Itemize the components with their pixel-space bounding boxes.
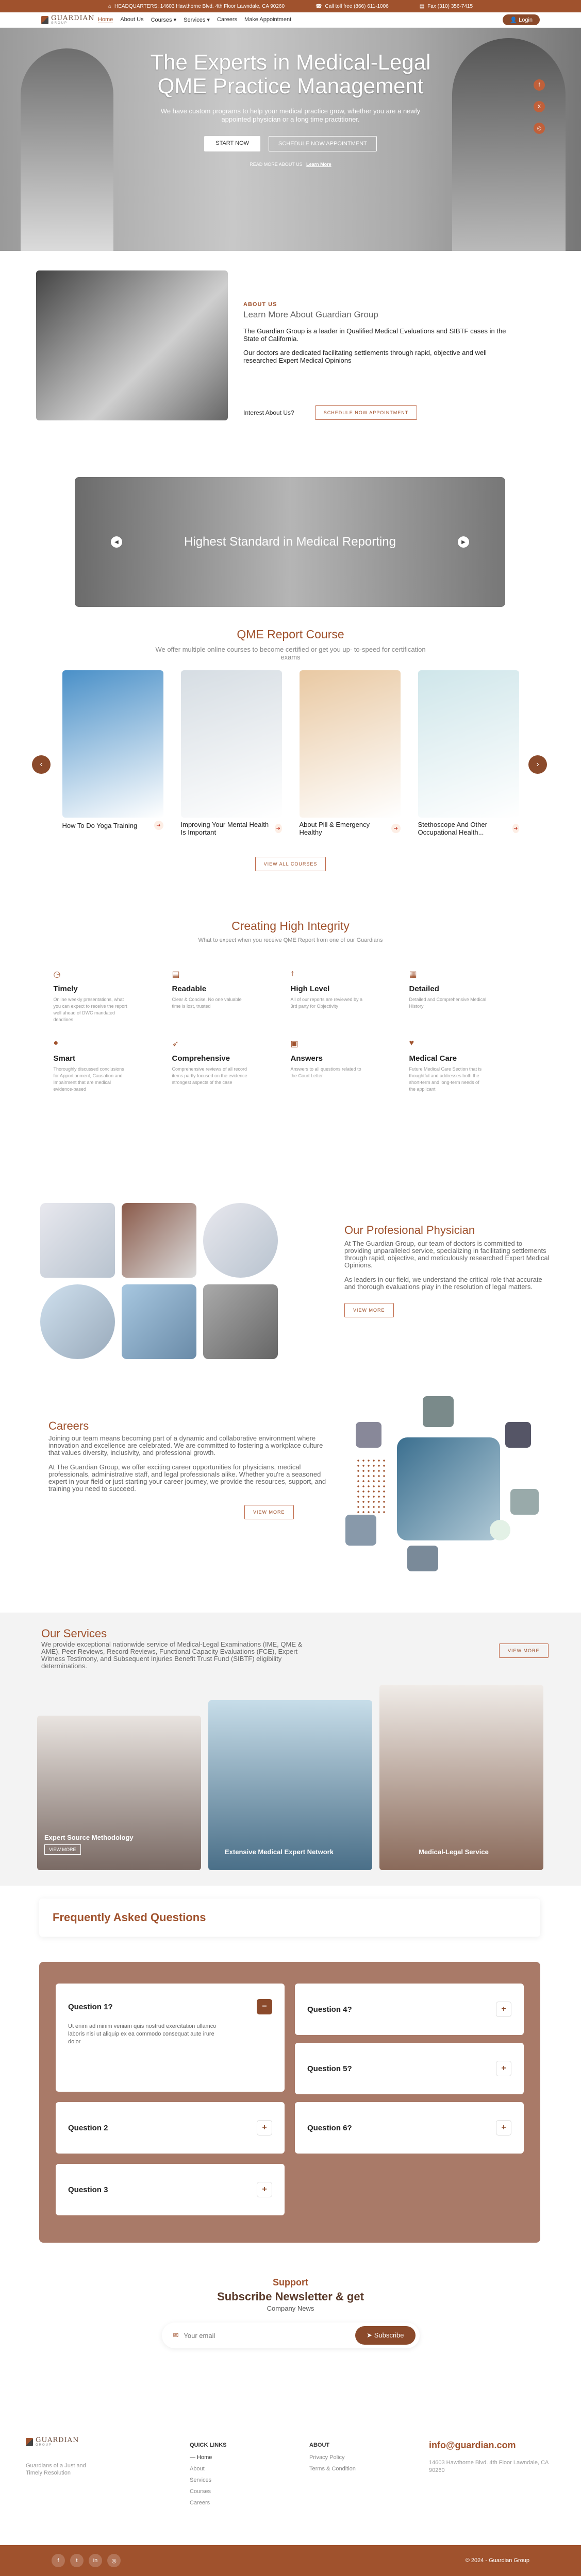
- service-card-network[interactable]: [208, 1700, 372, 1870]
- instagram-icon[interactable]: ◎: [107, 2554, 121, 2567]
- courses-next-icon[interactable]: ›: [528, 755, 547, 774]
- feature-description: Answers to all questions related to the Court Letter: [290, 1066, 361, 1078]
- nav-item-services[interactable]: Services ▾: [184, 17, 210, 23]
- service-label: Medical-Legal Service: [419, 1848, 489, 1856]
- faq-item-5[interactable]: Question 5? +: [295, 2043, 524, 2094]
- careers-thumb-6: [407, 1546, 438, 1571]
- feature-description: Online weekly presentations, what you can expect to receive the report well ahead of DWC mandated deadlines: [53, 997, 127, 1022]
- newsletter-subtitle: Company News: [267, 2304, 314, 2312]
- arrow-right-icon[interactable]: ➜: [275, 824, 282, 833]
- arrow-right-icon[interactable]: ➜: [391, 824, 400, 833]
- service-label: Expert Source Methodology: [44, 1834, 134, 1841]
- physician-paragraph-2: As leaders in our field, we understand the critical role that accurate and thorough evaluations play in the resolution of legal matters.: [344, 1276, 542, 1291]
- subscribe-button[interactable]: ➤ Subscribe: [355, 2326, 415, 2345]
- feature-title: High Level: [290, 985, 330, 993]
- newsletter-section: [0, 2277, 581, 2348]
- slider-title: Highest Standard in Medical Reporting: [184, 535, 396, 549]
- service-label: Extensive Medical Expert Network: [225, 1848, 334, 1856]
- courses-prev-icon[interactable]: ‹: [32, 755, 51, 774]
- footer-link[interactable]: Courses: [190, 2488, 211, 2495]
- feature-description: All of our reports are reviewed by a 3rd party for Objectivity: [290, 997, 363, 1009]
- newsletter-title: Subscribe Newsletter & get: [217, 2290, 364, 2303]
- footer-about-links: ABOUT Privacy Policy Terms & Condition: [309, 2442, 356, 2472]
- instagram-icon[interactable]: ◎: [534, 123, 545, 134]
- facebook-icon[interactable]: f: [534, 79, 545, 91]
- logo-text: GUARDIAN: [51, 14, 95, 22]
- feature-title: Detailed: [409, 985, 439, 993]
- start-now-button[interactable]: START NOW: [204, 136, 260, 151]
- careers-paragraph-2: At The Guardian Group, we offer exciting career opportunities for physicians, medical professionals, administrative staff, and legal professionals alike. Whether you're a seasoned expert in your field or just starting your career journey, we provide the resources, support, and training you need to succeed.: [48, 1463, 326, 1493]
- course-card[interactable]: [62, 670, 163, 836]
- feature-description: Future Medical Care Section that is thoughtful and addresses both the short-term and long-term needs of the applicant: [409, 1066, 482, 1092]
- feature-title: Smart: [53, 1054, 76, 1063]
- feature-description: Thoroughly discussed conclusions for Apportionment, Causation and Impairment that are medical evidence-based: [53, 1066, 124, 1092]
- schedule-appointment-button[interactable]: SCHEDULE NOW APPOINTMENT: [269, 136, 377, 151]
- course-card[interactable]: [418, 670, 519, 836]
- physician-image-1: [40, 1203, 115, 1278]
- feature-item: [291, 969, 409, 1023]
- services-description: We provide exceptional nationwide service of Medical-Legal Examinations (IME, QME & AME), Peer Reviews, Record Reviews, Functional Capacity Evaluations (FCE), Expert Witness Testimony, and Subsequent Injuries Benefit Trust Fund (SIBTF) eligibility determinations.: [41, 1640, 303, 1670]
- careers-title: Careers: [48, 1419, 89, 1432]
- course-title: About Pill & Emergency Healthy: [299, 821, 370, 836]
- rocket-icon: ➶: [172, 1040, 179, 1048]
- feature-title: Comprehensive: [172, 1054, 230, 1063]
- careers-section: [48, 1419, 327, 1519]
- physician-image-6: [203, 1284, 278, 1359]
- footer-tagline: Guardians of a Just and Timely Resolution: [26, 2463, 86, 2476]
- hero-title: The Experts in Medical-Legal QME Practice Management: [150, 50, 431, 98]
- heart-icon: ♥: [409, 1039, 414, 1047]
- careers-thumb-2: [423, 1396, 454, 1427]
- faq-header: [39, 1899, 540, 1937]
- faq-question: Question 1?: [68, 2002, 113, 2011]
- logo-subtext: GROUP: [51, 22, 68, 25]
- book-icon: ▤: [172, 970, 180, 979]
- nav-item-careers[interactable]: Careers: [217, 16, 238, 23]
- feature-item: [54, 969, 172, 1023]
- faq-answer: Ut enim ad minim veniam quis nostrud exercitation ullamco laboris nisi ut aliquip ex ea commodo consequat aute irure dolor: [68, 2023, 217, 2045]
- main-navigation: [0, 12, 581, 28]
- fax-info: ▤ Fax (310) 356-7415: [419, 3, 473, 9]
- feature-item: [409, 1039, 528, 1093]
- decor-dot-grid: [356, 1458, 387, 1515]
- courses-title: QME Report Course: [237, 628, 344, 641]
- login-button[interactable]: 👤 Login: [503, 14, 540, 25]
- integrity-section: [0, 919, 581, 1093]
- nav-item-about[interactable]: About Us: [120, 16, 144, 23]
- about-paragraph-2: Our doctors are dedicated facilitating settlements through rapid, objective and well researched Expert Medical Opinions: [243, 349, 487, 364]
- about-doctors-image: [36, 270, 228, 420]
- careers-thumb-4: [510, 1489, 539, 1515]
- courses-section: [0, 628, 581, 871]
- phone-icon: ☎: [316, 3, 322, 9]
- chat-icon: ▣: [290, 1040, 298, 1048]
- careers-view-more-button[interactable]: VIEW MORE: [244, 1505, 294, 1519]
- course-title: Improving Your Mental Health Is Important: [180, 821, 269, 836]
- course-card[interactable]: [300, 670, 401, 836]
- careers-thumb-1: [356, 1422, 381, 1448]
- nav-item-appointment[interactable]: Make Appointment: [244, 16, 292, 23]
- physician-image-2: [122, 1203, 196, 1278]
- slider-next-icon[interactable]: ▶: [458, 536, 469, 548]
- careers-main-image: [397, 1437, 500, 1540]
- careers-paragraph-1: Joining our team means becoming part of a dynamic and collaborative environment where innovation and excellence are celebrated. We are committed to fostering a workplace culture that values diversity, inclusivity, and professional growth.: [48, 1434, 323, 1456]
- about-section: [0, 251, 581, 481]
- logo-mark-icon: [26, 2438, 33, 2446]
- facebook-icon[interactable]: f: [52, 2554, 65, 2567]
- footer-link[interactable]: Careers: [190, 2500, 210, 2506]
- user-icon: 👤: [510, 17, 519, 23]
- footer: [0, 2427, 581, 2576]
- clock-icon: ◷: [53, 970, 61, 979]
- arrow-right-icon[interactable]: ➜: [154, 821, 163, 830]
- feature-item: [409, 969, 528, 1023]
- feature-item: [172, 1039, 291, 1093]
- copyright: © 2024 - Guardian Group: [465, 2557, 529, 2564]
- twitter-icon[interactable]: t: [70, 2554, 84, 2567]
- plus-icon[interactable]: +: [496, 2061, 511, 2076]
- services-title: Our Services: [41, 1627, 107, 1640]
- mail-icon: ✉: [173, 2331, 179, 2339]
- feature-description: Clear & Concise. No one valuable time is lost, trusted: [172, 997, 242, 1009]
- hero-section: [0, 28, 581, 251]
- newsletter-label: Support: [273, 2277, 308, 2287]
- footer-quick-links: QUICK LINKS — Home About Services Courses Careers: [190, 2442, 227, 2506]
- course-image: [300, 670, 401, 818]
- top-info-bar: [0, 0, 581, 12]
- feature-title: Timely: [53, 985, 78, 993]
- fax-icon: ▤: [419, 3, 425, 9]
- view-all-courses-button[interactable]: VIEW ALL COURSES: [255, 857, 326, 871]
- banner-slider: [75, 477, 505, 607]
- footer-contact: [429, 2440, 553, 2475]
- footer-logo[interactable]: GUARDIAN GROUP: [26, 2437, 82, 2447]
- about-label: ABOUT US: [243, 301, 277, 308]
- physician-image-4: [40, 1284, 115, 1359]
- service-card-methodology[interactable]: [37, 1716, 201, 1870]
- footer-link[interactable]: About: [190, 2466, 205, 2472]
- floating-social-bar: [534, 79, 545, 134]
- email-input[interactable]: [184, 2332, 355, 2340]
- phone-info[interactable]: ☎ Call toll free (866) 611-1006: [316, 3, 389, 9]
- plus-icon[interactable]: +: [496, 2002, 511, 2017]
- plus-icon[interactable]: +: [257, 2120, 272, 2136]
- feature-grid: [0, 969, 581, 1093]
- courses-subtitle: We offer multiple online courses to become certified or get you up- to-speed for certification exams: [155, 646, 426, 661]
- decor-circle: [490, 1520, 510, 1540]
- arrow-up-icon: ↑: [290, 969, 295, 978]
- feature-title: Readable: [172, 985, 207, 993]
- linkedin-icon[interactable]: in: [89, 2554, 102, 2567]
- faq-item-1[interactable]: [56, 1984, 285, 2092]
- nav-item-courses[interactable]: Courses ▾: [151, 17, 177, 23]
- feature-item: [172, 969, 291, 1023]
- physician-section: [40, 1203, 556, 1327]
- logo[interactable]: [41, 15, 98, 25]
- learn-more-link[interactable]: Learn More: [306, 162, 331, 167]
- course-image: [418, 670, 519, 818]
- faq-item-3[interactable]: Question 3 +: [56, 2164, 285, 2215]
- faq-title: Frequently Asked Questions: [53, 1911, 206, 1924]
- careers-thumb-3: [505, 1422, 531, 1448]
- faq-item-4[interactable]: Question 4? +: [295, 1984, 524, 2035]
- physician-paragraph-1: At The Guardian Group, our team of doctors is committed to providing unparalleled service, specializing in facilitating settlements through rapid, objective, and meticulously researched Expert Medical Opinions.: [344, 1240, 550, 1269]
- physician-image-3: [203, 1203, 278, 1278]
- footer-address: 14603 Hawthorne Blvd. 4th Floor Lawndale, CA 90260: [429, 2460, 549, 2473]
- physician-title: Our Profesional Physician: [344, 1224, 475, 1236]
- feature-description: Detailed and Comprehensive Medical History: [409, 997, 487, 1009]
- slider-prev-icon[interactable]: ◀: [111, 536, 122, 548]
- faq-item-6[interactable]: Question 6? +: [295, 2102, 524, 2154]
- service-view-more-button[interactable]: VIEW MORE: [44, 1844, 81, 1855]
- feature-title: Medical Care: [409, 1054, 457, 1063]
- careers-visual: [340, 1391, 557, 1587]
- about-title: Learn More About Guardian Group: [243, 310, 378, 319]
- interest-text: Interest About Us?: [243, 409, 294, 416]
- feature-item: [291, 1039, 409, 1093]
- feature-description: Comprehensive reviews of all record items partly focused on the evidence strongest aspects of the case: [172, 1066, 247, 1085]
- faq-item-2[interactable]: Question 2 +: [56, 2102, 285, 2154]
- logo-mark-icon: [41, 16, 48, 24]
- footer-bottom-bar: [0, 2545, 581, 2576]
- about-schedule-button[interactable]: SCHEDULE NOW APPOINTMENT: [315, 405, 418, 420]
- integrity-subtitle: What to expect when you receive QME Report from one of our Guardians: [198, 937, 383, 943]
- footer-link[interactable]: — Home: [190, 2454, 212, 2461]
- feature-item: [54, 1039, 172, 1093]
- footer-link[interactable]: Services: [190, 2477, 212, 2483]
- course-image: [62, 670, 163, 818]
- course-cards: [0, 670, 581, 836]
- faq-container: [39, 1962, 540, 2243]
- service-card-medical-legal[interactable]: [379, 1685, 543, 1870]
- hero-read-more: READ MORE ABOUT US Learn More: [250, 162, 331, 167]
- about-paragraph-1: The Guardian Group is a leader in Qualified Medical Evaluations and SIBTF cases in the State of California.: [243, 327, 506, 343]
- careers-thumb-5: [345, 1515, 376, 1546]
- services-section: [0, 1613, 581, 1886]
- document-icon: ▦: [409, 970, 417, 979]
- bulb-icon: ●: [53, 1039, 59, 1047]
- nav-menu: [98, 16, 291, 23]
- send-icon: ➤: [367, 2331, 374, 2339]
- integrity-title: Creating High Integrity: [231, 919, 350, 933]
- plus-icon[interactable]: +: [496, 2120, 511, 2136]
- arrow-right-icon[interactable]: ➜: [512, 824, 519, 833]
- footer-link-privacy[interactable]: Privacy Policy: [309, 2454, 345, 2461]
- footer-link-terms[interactable]: Terms & Condition: [309, 2466, 356, 2472]
- physician-image-5: [122, 1284, 196, 1359]
- footer-email[interactable]: info@guardian.com: [429, 2440, 516, 2450]
- address-info: ⌂ HEADQUARTERS: 14603 Hawthorne Blvd. 4th Floor Lawndale, CA 90260: [108, 3, 285, 9]
- minus-icon[interactable]: −: [257, 1999, 272, 2014]
- hero-subtitle: We have custom programs to help your medical practice grow, whether you are a newly appointed physician or a long time practitioner.: [160, 107, 421, 123]
- course-title: How To Do Yoga Training: [62, 821, 138, 829]
- physician-view-more-button[interactable]: VIEW MORE: [344, 1303, 394, 1317]
- services-view-more-button[interactable]: VIEW MORE: [499, 1643, 549, 1658]
- course-image: [181, 670, 282, 818]
- footer-brand: [26, 2437, 103, 2477]
- course-card[interactable]: [181, 670, 282, 836]
- subscribe-form: [162, 2323, 420, 2348]
- feature-title: Answers: [290, 1054, 323, 1063]
- course-title: Stethoscope And Other Occupational Health...: [418, 821, 487, 836]
- plus-icon[interactable]: +: [257, 2182, 272, 2197]
- nav-item-home[interactable]: Home: [98, 16, 113, 23]
- x-icon[interactable]: X: [534, 101, 545, 112]
- location-icon: ⌂: [108, 3, 112, 9]
